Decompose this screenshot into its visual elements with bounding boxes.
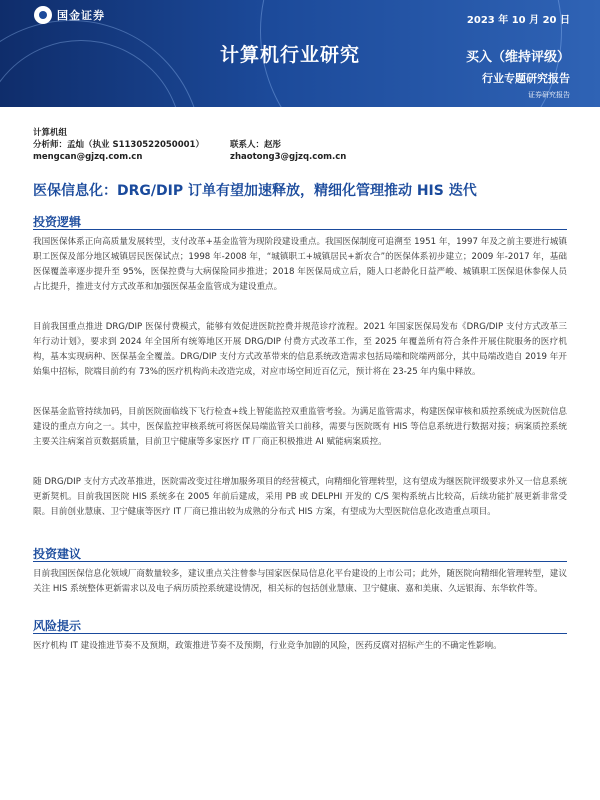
company-logo (34, 6, 105, 24)
logic-paragraph: 随 DRG/DIP 支付方式改革推进，医院需改变过往增加服务项目的经营模式，向精细化管理转型，这有望成为继医院评级要求外又一信息系统更新契机。目前我国医院 HIS 系统多在 2005 年前后建成，采用 PB 或 DELPHI 开发的 C/S 架构系统占比较高，后续功能扩展更新非常受限。目前创业慧康、卫宁健康等医疗 IT 厂商已推出较为成熟的分布式 HIS 方案，有望成为大型医院信息化改造重点项目。 (33, 477, 567, 517)
section-title-advice: 投资建议 (33, 547, 82, 561)
section-rule (33, 633, 567, 634)
contact-name: 联系人：赵彤 (230, 140, 282, 150)
report-headline: 医保信息化：DRG/DIP 订单有望加速释放，精细化管理推动 HIS 迭代 (33, 183, 477, 199)
section-rule (33, 561, 567, 562)
rating-badge: 买入（维持评级） (465, 50, 570, 65)
report-title: 计算机行业研究 (220, 44, 361, 66)
report-date: 2023 年 10 月 20 日 (466, 15, 570, 26)
header-banner (0, 0, 600, 107)
logo-icon (34, 6, 52, 24)
section-rule (33, 229, 567, 230)
team-name: 计算机组 (33, 128, 68, 138)
analyst-name: 分析师：孟灿（执业 S1130522050001） (33, 140, 204, 150)
analyst-block (33, 127, 573, 163)
contact-email[interactable]: zhaotong3@gjzq.com.cn (230, 152, 347, 162)
logic-paragraph: 目前我国重点推进 DRG/DIP 医保付费模式，能够有效促进医院控费并规范诊疗流程。2021 年国家医保局发布《DRG/DIP 支付方式改革三年行动计划》，要求到 2024 年全国所有统筹地区开展 DRG/DIP 付费方式改革工作，至 2025 年覆盖所有符合条件开展住院服务的医疗机构，基本实现病种、医保基金全覆盖。DRG/DIP 支付方式改革带来的信息系统改造需求包括局端和院端两部分，其中局端改造自 2019 年开始集中招标，院端目前约有 73%的医疗机构尚未改造完成，对应市场空间近百亿元，预计将在 23-25 年内集中释放。 (33, 322, 567, 377)
logic-paragraph: 医保基金监管持续加码，目前医院面临线下飞行检查+线上智能监控双重监管考验。为满足监管需求，构建医保审核和质控系统成为医院信息建设的重点方向之一。其中，医保监控审核系统可将医保局端监管关口前移，需要与医院既有 HIS 等信息系统进行数据对接；病案质控系统主要关注病案首页数据质量，目前卫宁健康等多家医疗 IT 厂商正积极推进 AI 赋能病案质控。 (33, 407, 567, 447)
report-type: 行业专题研究报告 (482, 72, 570, 85)
section-title-risk: 风险提示 (33, 619, 82, 633)
logic-paragraph: 我国医保体系正向高质量发展转型，支付改革+基金监管为现阶段建设重点。我国医保制度可追溯至 1951 年，1997 年及之前主要进行城镇职工医保及部分地区城镇居民医保试点；1998 年-2008 年，“城镇职工+城镇居民+新农合”的医保体系初步建立；2009 年-2017 年，基础医保覆盖率逐步提升至 95%，医保控费与大病保险同步推进；2018 年医保局成立后，随人口老龄化日益严峻、城镇职工医保退休参保人员占比提升，推进支付方式改革和加强医保基金监管成为建设重点。 (33, 237, 567, 292)
risk-paragraph: 医疗机构 IT 建设推进节奏不及预期，政策推进节奏不及预期，行业竞争加剧的风险，医药反腐对招标产生的不确定性影响。 (33, 641, 502, 651)
report-subtag: 证券研究报告 (528, 91, 570, 99)
analyst-email[interactable]: mengcan@gjzq.com.cn (33, 152, 143, 162)
section-title-logic: 投资逻辑 (33, 215, 82, 229)
logo-text: 国金证券 (57, 9, 105, 22)
advice-paragraph: 目前我国医保信息化领域厂商数量较多，建议重点关注曾参与国家医保局信息化平台建设的上市公司；此外，随医院向精细化管理转型，建议关注 HIS 系统整体更新需求以及电子病历质控系统建设情况，相关标的包括创业慧康、卫宁健康、嘉和美康、久远银海、东华软件等。 (33, 569, 567, 594)
